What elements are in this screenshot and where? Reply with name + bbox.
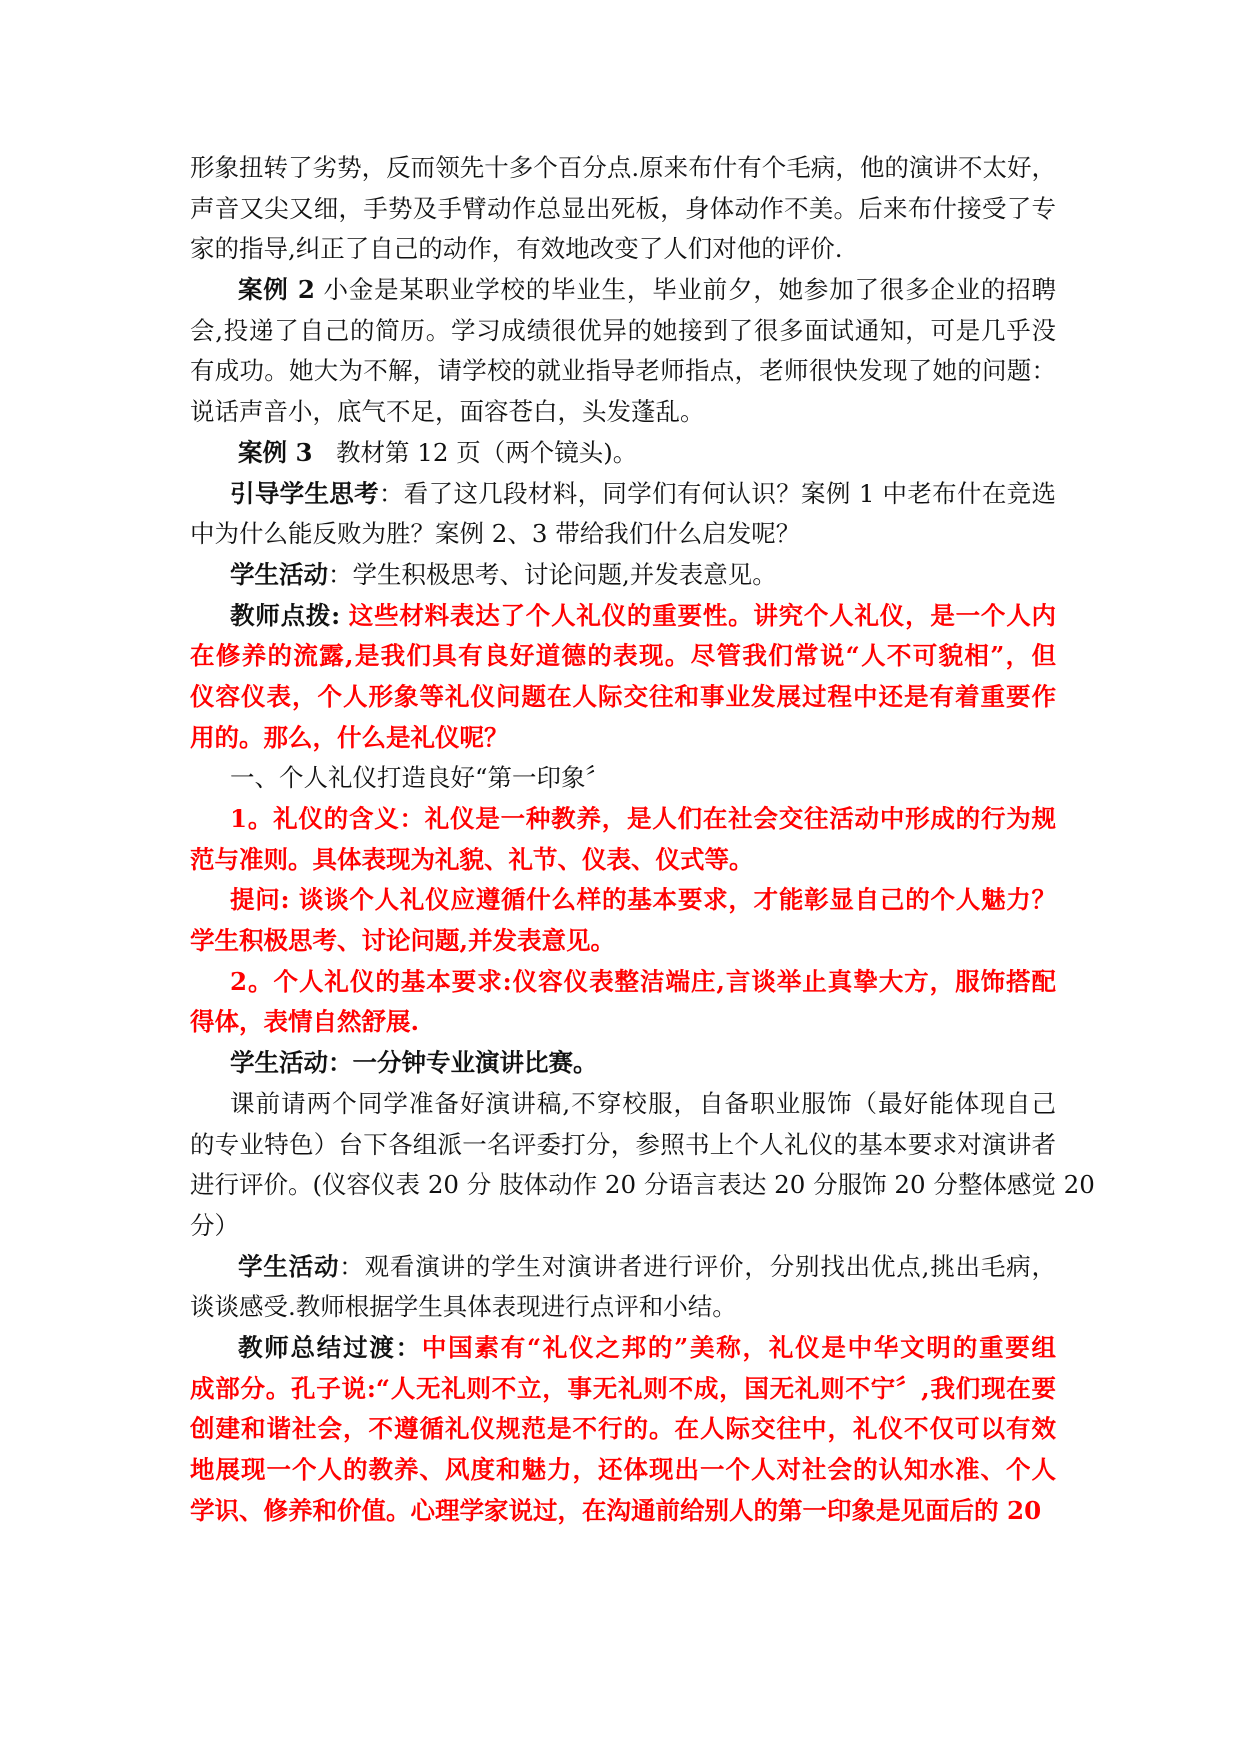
- paragraph-teacher-hint: [190, 596, 1056, 759]
- text-line: 中为什么能反败为胜？案例 2、3 带给我们什么启发呢？: [190, 519, 801, 549]
- text-line: 学生活动：一分钟专业演讲比赛。: [230, 1048, 598, 1078]
- section-label: 学生活动: [230, 559, 328, 589]
- case-text: 教材第 12 页（两个镜头)。: [335, 437, 638, 467]
- paragraph-activity3: [190, 1247, 1056, 1328]
- section-heading: [190, 758, 1056, 799]
- text-line: 的专业特色）台下各组派一名评委打分，参照书上个人礼仪的基本要求对演讲者: [190, 1129, 1056, 1159]
- text-line: 学生活动：观看演讲的学生对演讲者进行评价，分别找出优点,挑出毛病，: [238, 1251, 1056, 1281]
- text-line: 2。个人礼仪的基本要求:仪容仪表整洁端庄,言谈举止真挚大方，服饰搭配: [230, 966, 1056, 996]
- paragraph-case2: [190, 270, 1056, 433]
- case-label: 案例 2: [238, 275, 315, 305]
- section-label: 学生活动: [238, 1251, 340, 1281]
- text-line: 分）: [190, 1210, 239, 1240]
- text-line: 学生活动：学生积极思考、讨论问题,并发表意见。: [230, 559, 777, 589]
- paragraph-activity1: [190, 555, 1056, 596]
- text-line: 教师点拨: 这些材料表达了个人礼仪的重要性。讲究个人礼仪，是一个人内: [230, 600, 1057, 630]
- text-line: 学识、修养和价值。心理学家说过，在沟通前给别人的第一印象是见面后的 20: [190, 1495, 1042, 1525]
- text-line: 引导学生思考：看了这几段材料，同学们有何认识？案例 1 中老布什在竞选: [230, 478, 1056, 508]
- paragraph-point1: [190, 799, 1056, 880]
- text-line: 形象扭转了劣势，反而领先十多个百分点.原来布什有个毛病，他的演讲不太好，: [190, 153, 1056, 182]
- text-line: [190, 270, 1056, 311]
- text-line: 地展现一个人的教养、风度和魅力，还体现出一个人对社会的认知水准、个人: [190, 1455, 1056, 1484]
- text-line: [190, 433, 1056, 474]
- paragraph-activity2: [190, 1043, 1056, 1084]
- section-label: 教师点拨: [230, 600, 332, 630]
- paragraph-point2: [190, 962, 1056, 1043]
- text-line: 范与准则。具体表现为礼貌、礼节、仪表、仪式等。: [190, 844, 754, 874]
- text-line: 得体，表情自然舒展.: [190, 1007, 420, 1037]
- text-line: 学生积极思考、讨论问题,并发表意见。: [190, 926, 616, 956]
- text-line: 会,投递了自己的简历。学习成绩很优异的她接到了很多面试通知，可是几乎没: [190, 315, 1056, 345]
- text-line: 说话声音小，底气不足，面容苍白，头发蓬乱。: [190, 397, 705, 427]
- case-text: 小金是某职业学校的毕业生，毕业前夕，她参加了很多企业的招聘: [323, 275, 1056, 305]
- paragraph-question: [190, 880, 1056, 961]
- document-body: [190, 148, 1095, 1531]
- paragraph-case3: [190, 433, 1056, 474]
- text-line: 谈谈感受.教师根据学生具体表现进行点评和小结。: [190, 1292, 737, 1322]
- text-line: 1。礼仪的含义：礼仪是一种教养，是人们在社会交往活动中形成的行为规: [230, 804, 1056, 833]
- text-line: 用的。那么，什么是礼仪呢？: [190, 722, 509, 752]
- text-line: 提问: 谈谈个人礼仪应遵循什么样的基本要求，才能彰显自己的个人魅力？: [230, 885, 1057, 915]
- paragraph-summary: [190, 1328, 1056, 1531]
- section-label: 引导学生思考: [230, 478, 379, 508]
- section-label: 教师总结过渡：: [238, 1332, 422, 1362]
- text-line: 创建和谐社会，不遵循礼仪规范是不行的。在人际交往中，礼仪不仅可以有效: [190, 1414, 1056, 1444]
- paragraph-contest-rules: [190, 1084, 1095, 1247]
- text-line: 一、个人礼仪打造良好“第一印象〞: [230, 763, 611, 793]
- case-label: 案例 3: [238, 437, 313, 467]
- paragraph-guide: [190, 474, 1056, 555]
- text-line: 课前请两个同学准备好演讲稿,不穿校服，自备职业服饰（最好能体现自己: [230, 1088, 1056, 1118]
- text-line: 有成功。她大为不解，请学校的就业指导老师指点，老师很快发现了她的问题：: [190, 356, 1056, 386]
- paragraph-case1-tail: [190, 148, 1056, 270]
- text-line: 仪容仪表，个人形象等礼仪问题在人际交往和事业发展过程中还是有着重要作: [190, 681, 1056, 711]
- text-line: 声音又尖又细，手势及手臂动作总显出死板，身体动作不美。后来布什接受了专: [190, 193, 1056, 223]
- text-line: 家的指导,纠正了自己的动作，有效地改变了人们对他的评价.: [190, 234, 843, 264]
- text-line: 在修养的流露,是我们具有良好道德的表现。尽管我们常说“人不可貌相”，但: [190, 641, 1056, 671]
- text-line: 教师总结过渡：中国素有“礼仪之邦的”美称，礼仪是中华文明的重要组: [238, 1332, 1057, 1362]
- text-line: 进行评价。(仪容仪表 20 分 肢体动作 20 分语言表达 20 分服饰 20 分整体感觉 20: [190, 1170, 1095, 1200]
- text-line: 成部分。孔子说:“人无礼则不立，事无礼则不成，国无礼则不宁〞,我们现在要: [190, 1373, 1056, 1403]
- section-label: 提问: [230, 885, 281, 915]
